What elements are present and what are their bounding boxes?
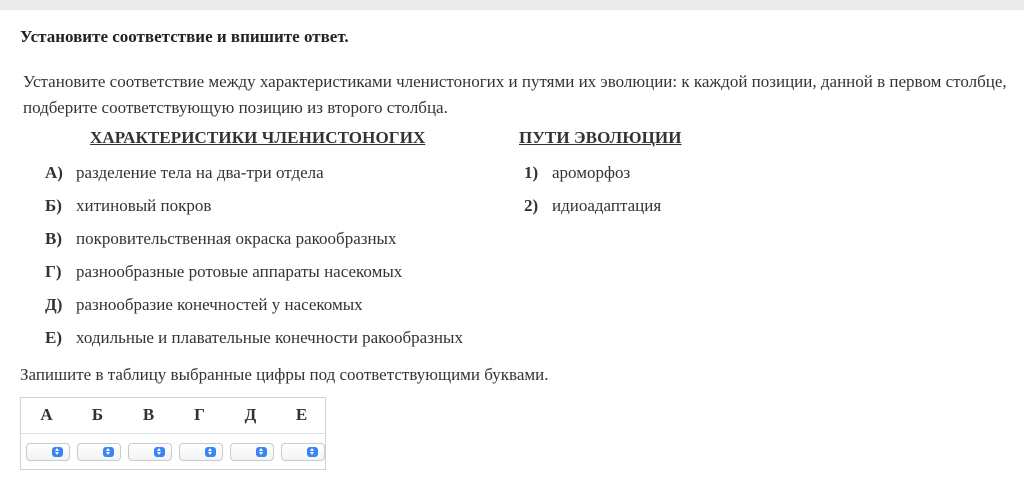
- answer-table-header: [21, 398, 325, 434]
- question-text: Установите соответствие между характеристиками членистоногих и путями их эволюции: к каждой позиции, данной в первом столбце, подберите соответствующую позицию из второго столбца.: [23, 72, 1007, 117]
- answer-select-d[interactable]: [230, 443, 274, 461]
- column-letter: Е: [295, 405, 308, 424]
- item-letter: Б): [45, 196, 62, 215]
- top-bar: [0, 0, 1024, 10]
- item-text: идиоадаптация: [552, 196, 662, 215]
- item-text: разнообразие конечностей у насекомых: [76, 295, 363, 314]
- item-letter: Е): [45, 328, 62, 347]
- select-stepper-icon: [52, 447, 63, 457]
- answer-select-b[interactable]: [77, 443, 121, 461]
- column-letter: Г: [194, 405, 205, 424]
- answer-select-g[interactable]: [179, 443, 223, 461]
- select-stepper-icon: [307, 447, 318, 457]
- answer-instruction: Запишите в таблицу выбранные цифры под соответствующими буквами.: [20, 365, 549, 384]
- column-letter: В: [142, 405, 155, 424]
- select-stepper-icon: [103, 447, 114, 457]
- item-number: 1): [524, 163, 539, 182]
- task-instruction: Установите соответствие и впишите ответ.: [20, 27, 349, 46]
- item-letter: В): [45, 229, 62, 248]
- answer-select-v[interactable]: [128, 443, 172, 461]
- item-letter: Д): [45, 295, 63, 314]
- item-text: разнообразные ротовые аппараты насекомых: [76, 262, 403, 281]
- left-column-header: ХАРАКТЕРИСТИКИ ЧЛЕНИСТОНОГИХ: [90, 128, 426, 147]
- answer-select-a[interactable]: [26, 443, 70, 461]
- item-text: ходильные и плавательные конечности ракообразных: [76, 328, 463, 347]
- item-letter: А): [45, 163, 63, 182]
- item-number: 2): [524, 196, 539, 215]
- item-text: разделение тела на два-три отдела: [76, 163, 324, 182]
- answer-table: [20, 397, 326, 470]
- item-text: покровительственная окраска ракообразных: [76, 229, 397, 248]
- item-letter: Г): [45, 262, 62, 281]
- select-stepper-icon: [154, 447, 165, 457]
- column-letter: Д: [244, 405, 257, 424]
- right-column-header: ПУТИ ЭВОЛЮЦИИ: [519, 128, 682, 147]
- item-text: ароморфоз: [552, 163, 631, 182]
- select-stepper-icon: [205, 447, 216, 457]
- answer-select-e[interactable]: [281, 443, 325, 461]
- column-letter: А: [40, 405, 53, 424]
- column-letter: Б: [91, 405, 104, 424]
- select-stepper-icon: [256, 447, 267, 457]
- item-text: хитиновый покров: [76, 196, 212, 215]
